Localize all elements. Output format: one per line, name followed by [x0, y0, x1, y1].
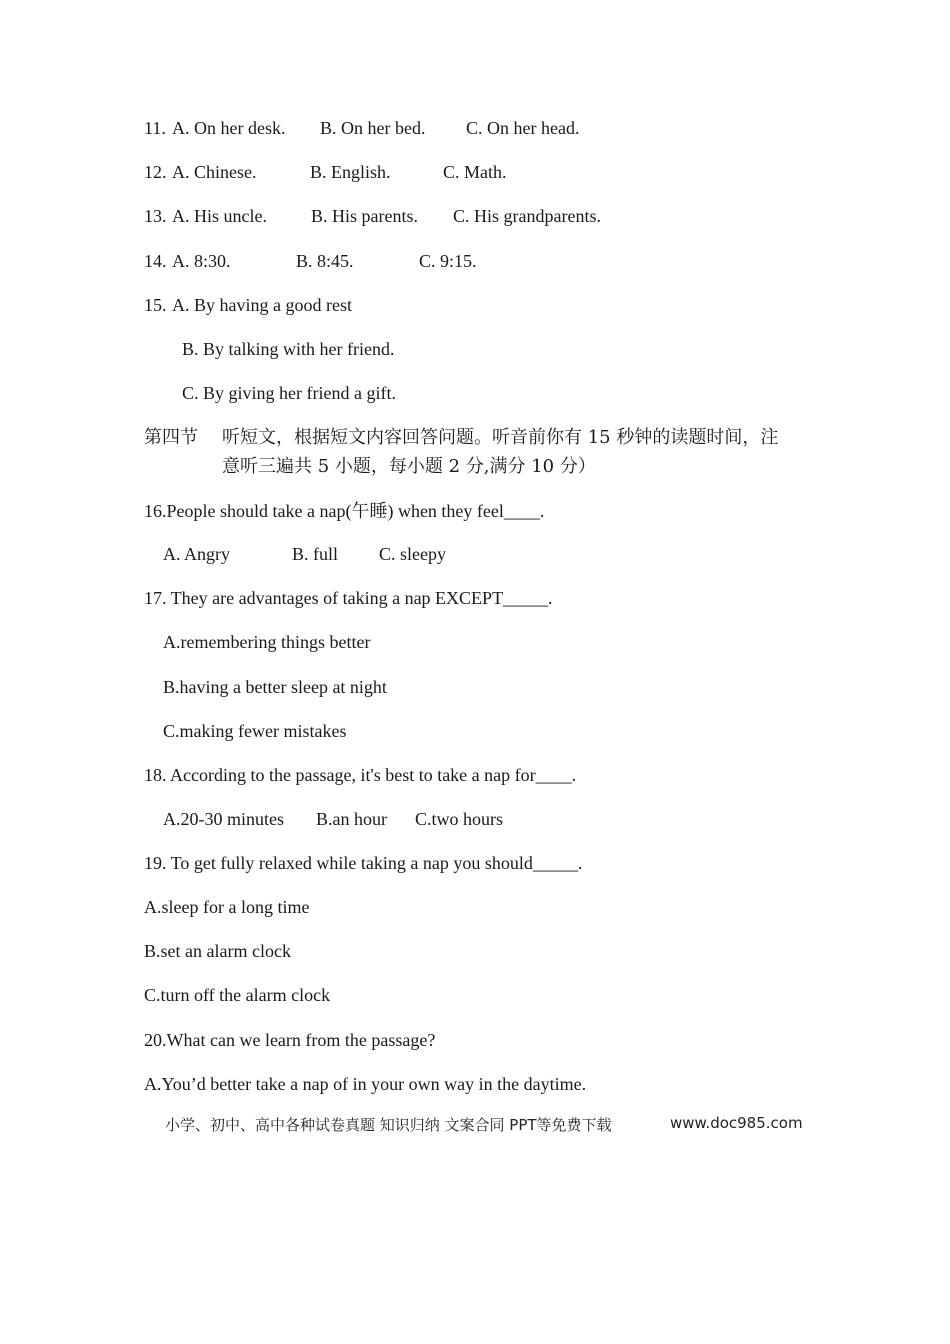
option-c: C.turn off the alarm clock — [144, 985, 331, 1005]
option-c: C. Math. — [443, 162, 507, 182]
option-a: A. Angry — [163, 544, 230, 564]
footer-url[interactable]: www.doc985.com — [670, 1114, 803, 1132]
option-c: C. 9:15. — [419, 251, 477, 271]
option-b: B. full — [292, 544, 339, 564]
option-c: C. sleepy — [379, 544, 446, 564]
question-number: 11. — [144, 118, 166, 138]
question-text: 17. They are advantages of taking a nap EXCEPT_____. — [144, 588, 553, 608]
section-label: 第四节 — [144, 427, 198, 448]
option-b: B.having a better sleep at night — [163, 677, 387, 697]
question-number: 14. — [144, 251, 167, 271]
option-b: B.an hour — [316, 809, 387, 829]
option-c: C. By giving her friend a gift. — [182, 383, 396, 403]
option-a: A. Chinese. — [172, 162, 257, 182]
option-b: B. By talking with her friend. — [182, 339, 395, 359]
option-c: C. His grandparents. — [453, 206, 601, 226]
question-text: 16.People should take a nap(午睡) when they feel____. — [144, 501, 545, 521]
section-instructions-line1: 听短文，根据短文内容回答问题。听音前你有 15 秒钟的读题时间，注 — [222, 427, 779, 448]
page-footer — [165, 1114, 803, 1135]
option-c: C.making fewer mistakes — [163, 721, 347, 741]
option-b: B. 8:45. — [296, 251, 354, 271]
option-a: A.remembering things better — [163, 632, 371, 652]
option-a: A.20-30 minutes — [163, 809, 284, 829]
option-b: B.set an alarm clock — [144, 941, 291, 961]
option-c: C. On her head. — [466, 118, 580, 138]
footer-text: 小学、初中、高中各种试卷真题 知识归纳 文案合同 PPT等免费下载 — [165, 1116, 612, 1134]
option-b: B. English. — [310, 162, 391, 182]
question-text: 19. To get fully relaxed while taking a nap you should_____. — [144, 853, 583, 873]
option-b: B. His parents. — [311, 206, 418, 226]
option-b: B. On her bed. — [320, 118, 426, 138]
option-a: A. On her desk. — [172, 118, 286, 138]
option-a: A. By having a good rest — [172, 295, 352, 315]
option-a: A.sleep for a long time — [144, 897, 310, 917]
question-number: 15. — [144, 295, 167, 315]
section-instructions-line2: 意听三遍共 5 小题，每小题 2 分,满分 10 分） — [222, 456, 596, 477]
option-a: A.You’d better take a nap of in your own way in the daytime. — [144, 1074, 587, 1094]
question-number: 12. — [144, 162, 167, 182]
option-a: A. 8:30. — [172, 251, 231, 271]
option-c: C.two hours — [415, 809, 504, 829]
question-text: 20.What can we learn from the passage? — [144, 1030, 436, 1050]
question-text: 18. According to the passage, it's best to take a nap for____. — [144, 765, 577, 785]
option-a: A. His uncle. — [172, 206, 267, 226]
question-number: 13. — [144, 206, 167, 226]
